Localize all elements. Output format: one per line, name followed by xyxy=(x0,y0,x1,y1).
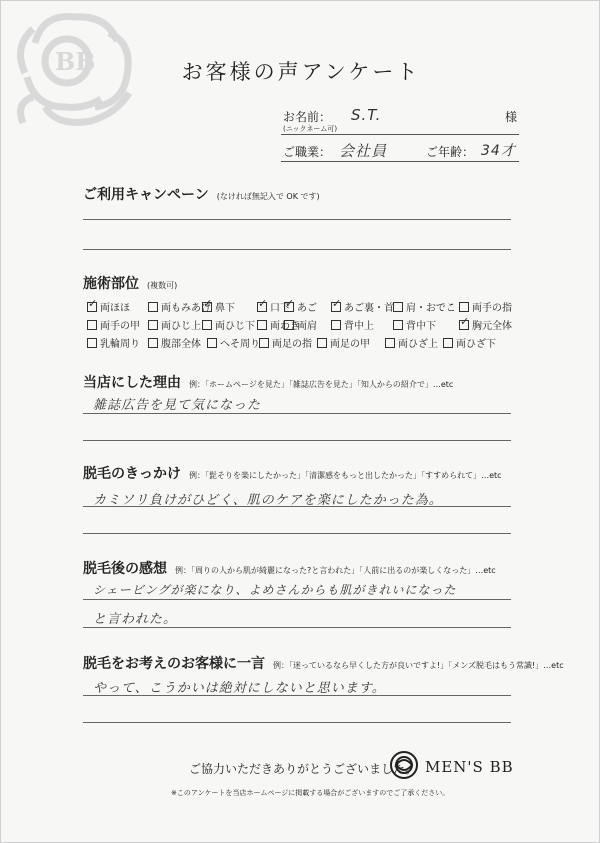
campaign-note: (なければ無記入で OK です) xyxy=(216,192,320,201)
trigger-line-2 xyxy=(83,533,511,534)
job-age-underline xyxy=(281,161,519,162)
impression-answer-line-2: と言われた。 xyxy=(93,612,178,627)
campaign-line-2 xyxy=(83,249,511,250)
checkbox[interactable] xyxy=(385,338,395,348)
checkbox[interactable] xyxy=(393,302,403,312)
message-heading-text: 脱毛をお考えのお客様に一言 xyxy=(83,656,265,672)
treatment-option[interactable] xyxy=(259,335,312,350)
trigger-heading xyxy=(83,463,502,483)
checkbox[interactable] xyxy=(202,302,212,312)
checkbox[interactable] xyxy=(87,302,97,312)
name-sublabel: (ニックネーム可) xyxy=(283,125,338,133)
checkbox[interactable] xyxy=(331,320,341,330)
treatment-option[interactable] xyxy=(459,317,512,332)
treatment-option[interactable] xyxy=(148,335,201,350)
age-value: 34才 xyxy=(481,143,516,159)
trigger-answer: カミソリ負けがひどく、肌のケアを楽にしたかった為。 xyxy=(93,493,443,508)
thanks-text: ご協力いただきありがとうございました。 xyxy=(189,762,418,776)
treatment-note: (複数可) xyxy=(147,281,178,290)
campaign-heading-text: ご利用キャンペーン xyxy=(83,187,209,203)
checkbox-label: 両ほほ xyxy=(100,303,130,314)
checkbox[interactable] xyxy=(443,338,453,348)
treatment-option[interactable] xyxy=(87,317,140,332)
treatment-heading xyxy=(83,273,177,293)
treatment-option[interactable] xyxy=(284,299,317,314)
impression-line-1 xyxy=(83,599,511,600)
checkbox-label: 両手の甲 xyxy=(100,321,140,332)
job-value: 会社員 xyxy=(339,142,388,160)
checkbox-label: 両足の指 xyxy=(272,339,312,350)
name-underline xyxy=(281,134,519,135)
checkbox-label: 両肩 xyxy=(297,321,317,332)
checkbox[interactable] xyxy=(459,302,469,312)
checkbox-label: 背中上 xyxy=(344,321,374,332)
trigger-line-1 xyxy=(83,506,511,507)
treatment-option[interactable] xyxy=(207,335,260,350)
disclaimer: ※このアンケートを当店ホームページに掲載する場合がございますのでご了承ください。 xyxy=(171,789,450,797)
checkbox-label: 乳輪周り xyxy=(100,339,140,350)
checkbox[interactable] xyxy=(207,338,217,348)
impression-note: 例：「周りの人から肌が綺麗になった?と言われた」「人前に出るのが楽しくなった」…etc xyxy=(175,566,496,575)
checkbox[interactable] xyxy=(331,302,341,312)
checkbox[interactable] xyxy=(459,320,469,330)
trigger-note: 例：「髭そりを楽にしたかった」「清潔感をもっと出したかった」「すすめられて」…etc xyxy=(189,471,502,480)
reason-heading-text: 当店にした理由 xyxy=(83,375,181,391)
treatment-option[interactable] xyxy=(148,317,201,332)
checkbox-label: 胸元全体 xyxy=(472,321,512,332)
treatment-option[interactable] xyxy=(87,335,140,350)
checkbox-label: 両足の甲 xyxy=(330,339,370,350)
checkbox-label: 腹部全体 xyxy=(161,339,201,350)
checkbox-label: 両手の指 xyxy=(472,303,512,314)
checkbox-label: 口下 xyxy=(270,303,290,314)
page-title: お客様の声アンケート xyxy=(181,60,421,84)
checkbox-label: 両もみあげ xyxy=(161,303,211,314)
checkbox[interactable] xyxy=(257,320,267,330)
message-answer: やって、こうかいは絶対にしないと思います。 xyxy=(93,681,386,696)
checkbox[interactable] xyxy=(87,338,97,348)
logo-mark: BB xyxy=(55,47,96,76)
treatment-option[interactable] xyxy=(202,299,235,314)
checkbox-label: 両わき xyxy=(270,321,300,332)
treatment-option[interactable] xyxy=(317,335,370,350)
checkbox-label: あご裏・首 xyxy=(344,303,394,314)
checkbox-label: へそ周り xyxy=(220,339,260,350)
checkbox[interactable] xyxy=(284,302,294,312)
age-label: ご年齢： xyxy=(426,145,475,159)
checkbox[interactable] xyxy=(148,338,158,348)
checkbox[interactable] xyxy=(317,338,327,348)
job-label: ご職業： xyxy=(283,145,332,159)
treatment-heading-text: 施術部位 xyxy=(83,276,139,292)
treatment-option[interactable] xyxy=(331,317,374,332)
rose-icon xyxy=(391,752,417,778)
checkbox[interactable] xyxy=(87,320,97,330)
name-label: お名前： xyxy=(283,110,332,124)
checkbox-label: 背中下 xyxy=(406,321,436,332)
reason-note: 例：「ホームページを見た」「雑誌広告を見た」「知人からの紹介で」…etc xyxy=(189,380,454,389)
campaign-heading xyxy=(83,184,320,204)
checkbox-label: あご xyxy=(297,303,317,314)
checkbox-label: 両ひじ上 xyxy=(161,321,201,332)
reason-answer: 雑誌広告を見て気になった xyxy=(93,398,262,413)
trigger-heading-text: 脱毛のきっかけ xyxy=(83,466,181,482)
treatment-option[interactable] xyxy=(385,335,438,350)
checkbox[interactable] xyxy=(148,320,158,330)
message-note: 例：「迷っているなら早くした方が良いですよ!」「メンズ脱毛はもう常識!」…etc xyxy=(273,661,564,670)
checkbox-label: 肩・おでこ xyxy=(406,303,456,314)
message-line-2 xyxy=(83,722,511,723)
checkbox[interactable] xyxy=(257,302,267,312)
campaign-line-1 xyxy=(83,219,511,220)
name-row xyxy=(281,108,519,136)
impression-answer-line-1: シェービングが楽になり、よめさんからも肌がきれいになった xyxy=(93,583,457,597)
treatment-option[interactable] xyxy=(331,299,394,314)
checkbox-label: 両ひじ下 xyxy=(215,321,255,332)
name-suffix: 様 xyxy=(504,110,517,124)
checkbox-label: 鼻下 xyxy=(215,303,235,314)
message-heading xyxy=(83,653,564,673)
checkbox[interactable] xyxy=(148,302,158,312)
treatment-option[interactable] xyxy=(443,335,496,350)
checkbox-label: 両ひざ下 xyxy=(456,339,496,350)
treatment-option[interactable] xyxy=(459,299,512,314)
checkbox-label: 両ひざ上 xyxy=(398,339,438,350)
treatment-option[interactable] xyxy=(202,317,255,332)
checkbox[interactable] xyxy=(202,320,212,330)
impression-heading-text: 脱毛後の感想 xyxy=(83,561,167,577)
checkbox[interactable] xyxy=(259,338,269,348)
treatment-option[interactable] xyxy=(393,299,456,314)
impression-line-2 xyxy=(83,627,511,628)
brand-name: MEN'S BB xyxy=(425,758,514,776)
reason-heading xyxy=(83,372,453,392)
message-line-1 xyxy=(83,695,511,696)
reason-line-2 xyxy=(83,440,511,441)
treatment-option[interactable] xyxy=(284,317,317,332)
checkbox[interactable] xyxy=(393,320,403,330)
checkbox[interactable] xyxy=(284,320,294,330)
treatment-option[interactable] xyxy=(393,317,436,332)
reason-line-1 xyxy=(83,413,511,414)
impression-heading xyxy=(83,558,496,578)
treatment-option[interactable] xyxy=(87,299,130,314)
name-value: S.T. xyxy=(351,106,382,124)
job-age-row xyxy=(281,141,519,163)
